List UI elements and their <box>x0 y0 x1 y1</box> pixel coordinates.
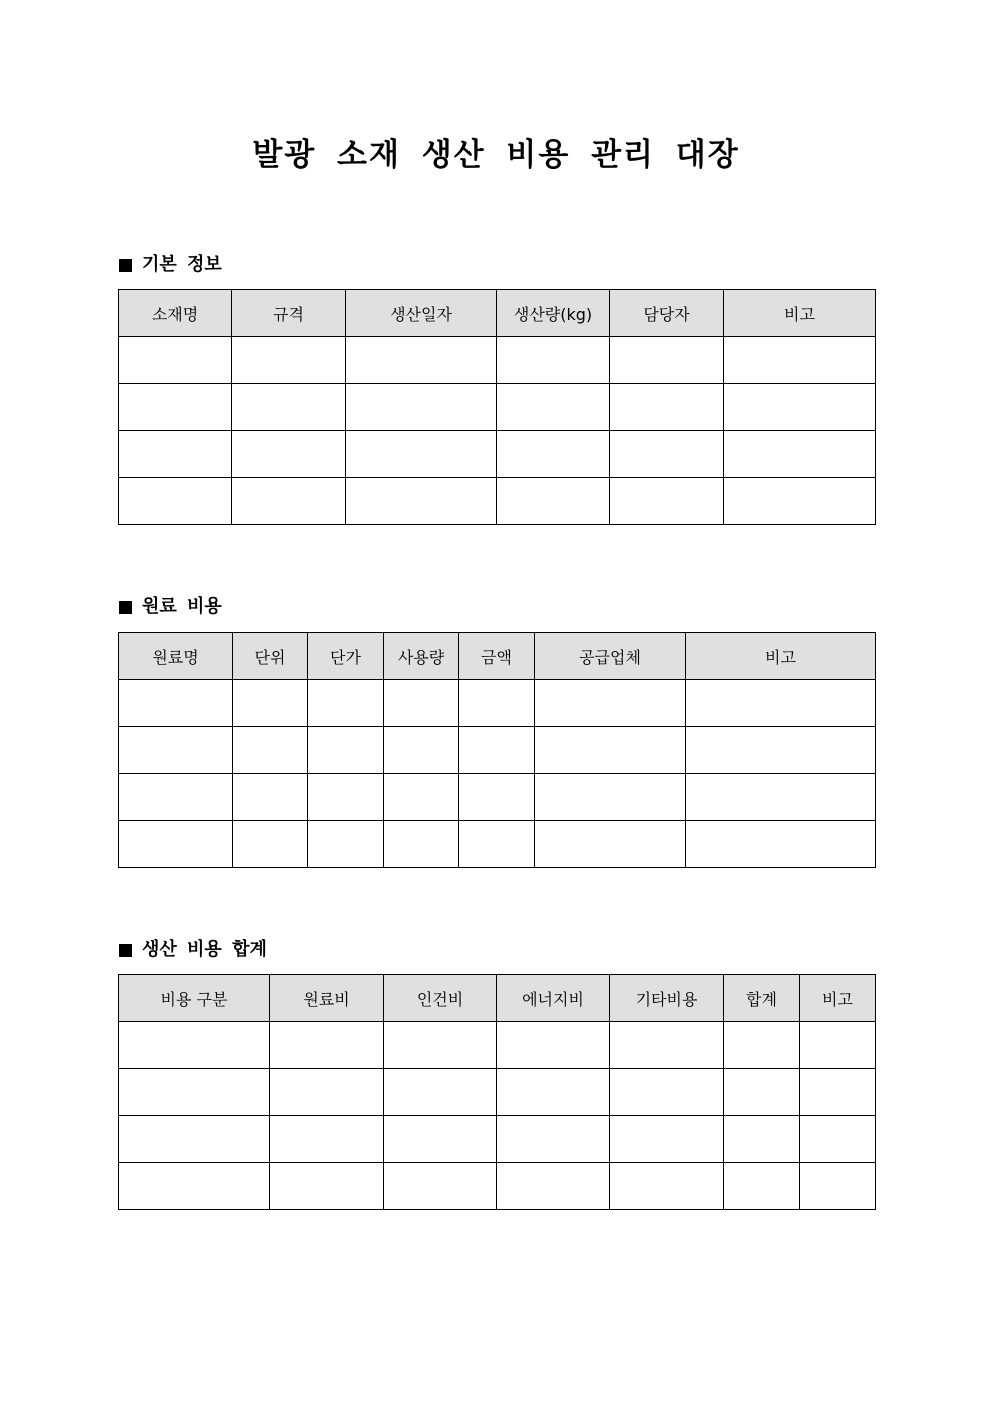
table-cell[interactable] <box>459 680 535 727</box>
table-cell[interactable] <box>610 1022 724 1069</box>
column-header: 기타비용 <box>610 975 724 1022</box>
table-header-row <box>119 633 876 680</box>
table-cell[interactable] <box>384 774 459 821</box>
column-header: 생산량(kg) <box>497 290 610 337</box>
table-cell[interactable] <box>384 1163 497 1210</box>
table-row <box>119 478 876 525</box>
table-cell[interactable] <box>233 680 308 727</box>
table-cell[interactable] <box>119 1069 270 1116</box>
square-bullet-icon <box>119 944 132 957</box>
table-row <box>119 431 876 478</box>
column-header: 담당자 <box>610 290 724 337</box>
table-cell[interactable] <box>724 1116 800 1163</box>
section-heading-label: 기본 정보 <box>142 254 222 275</box>
table-cell[interactable] <box>610 1116 724 1163</box>
square-bullet-icon <box>119 601 132 614</box>
table-cell[interactable] <box>232 337 346 384</box>
table-cell[interactable] <box>119 727 233 774</box>
table-cell[interactable] <box>384 1116 497 1163</box>
table-row <box>119 1163 876 1210</box>
table-cell[interactable] <box>610 431 724 478</box>
table-cell[interactable] <box>800 1022 876 1069</box>
table-cell[interactable] <box>724 431 876 478</box>
table-cell[interactable] <box>384 1069 497 1116</box>
table-row <box>119 680 876 727</box>
table-row <box>119 1022 876 1069</box>
table-row <box>119 1116 876 1163</box>
table-cell[interactable] <box>119 1163 270 1210</box>
table-cell[interactable] <box>119 337 232 384</box>
table-cell[interactable] <box>232 431 346 478</box>
column-header: 금액 <box>459 633 535 680</box>
table-cell[interactable] <box>119 774 233 821</box>
table-cell[interactable] <box>800 1069 876 1116</box>
table-header-row <box>119 975 876 1022</box>
table-cell[interactable] <box>119 680 233 727</box>
column-header: 공급업체 <box>535 633 686 680</box>
table-cell[interactable] <box>308 774 384 821</box>
column-header: 규격 <box>232 290 346 337</box>
table-row <box>119 821 876 868</box>
table-cell[interactable] <box>119 431 232 478</box>
table-cell[interactable] <box>119 1116 270 1163</box>
table-row <box>119 1069 876 1116</box>
column-header: 사용량 <box>384 633 459 680</box>
table-cell[interactable] <box>233 774 308 821</box>
table-cell[interactable] <box>308 680 384 727</box>
table-cell[interactable] <box>346 478 497 525</box>
table-cell[interactable] <box>610 1069 724 1116</box>
table-cell[interactable] <box>232 478 346 525</box>
column-header: 원료비 <box>270 975 384 1022</box>
column-header: 비용 구분 <box>119 975 270 1022</box>
table-cell[interactable] <box>308 727 384 774</box>
table-cell[interactable] <box>686 727 876 774</box>
table-cell[interactable] <box>233 727 308 774</box>
table-cell[interactable] <box>686 821 876 868</box>
table-row <box>119 337 876 384</box>
table-cell[interactable] <box>497 1022 610 1069</box>
table-cell[interactable] <box>119 821 233 868</box>
table-row <box>119 384 876 431</box>
table-cell[interactable] <box>686 774 876 821</box>
column-header: 에너지비 <box>497 975 610 1022</box>
table-cell[interactable] <box>384 680 459 727</box>
table-cell[interactable] <box>270 1116 384 1163</box>
table-cell[interactable] <box>535 774 686 821</box>
table-cell[interactable] <box>610 384 724 431</box>
table-cell[interactable] <box>346 431 497 478</box>
table-cell[interactable] <box>800 1116 876 1163</box>
table-cell[interactable] <box>119 478 232 525</box>
table-cell[interactable] <box>610 337 724 384</box>
table-cell[interactable] <box>270 1163 384 1210</box>
table-cell[interactable] <box>610 478 724 525</box>
table-cell[interactable] <box>497 337 610 384</box>
table-cell[interactable] <box>384 727 459 774</box>
square-bullet-icon <box>119 259 132 272</box>
table-cell[interactable] <box>232 384 346 431</box>
column-header: 비고 <box>686 633 876 680</box>
table-cell[interactable] <box>459 821 535 868</box>
table-cell[interactable] <box>233 821 308 868</box>
section-heading-label: 생산 비용 합계 <box>142 939 267 960</box>
column-header: 비고 <box>724 290 876 337</box>
column-header: 합계 <box>724 975 800 1022</box>
document-title: 발광 소재 생산 비용 관리 대장 <box>252 137 740 173</box>
column-header: 인건비 <box>384 975 497 1022</box>
table-cell[interactable] <box>610 1163 724 1210</box>
section-heading-label: 원료 비용 <box>142 596 222 617</box>
section-heading-basic-info <box>119 253 222 277</box>
table-cell[interactable] <box>724 478 876 525</box>
table-header-row <box>119 290 876 337</box>
column-header: 단가 <box>308 633 384 680</box>
table-cell[interactable] <box>724 1022 800 1069</box>
table-cell[interactable] <box>497 1069 610 1116</box>
material-cost-table <box>118 632 876 868</box>
table-row <box>119 774 876 821</box>
table-cell[interactable] <box>535 821 686 868</box>
table-cell[interactable] <box>119 1022 270 1069</box>
table-cell[interactable] <box>459 774 535 821</box>
table-cell[interactable] <box>119 384 232 431</box>
table-row <box>119 727 876 774</box>
section-heading-material-cost <box>119 595 222 619</box>
table-cell[interactable] <box>270 1069 384 1116</box>
column-header: 소재명 <box>119 290 232 337</box>
table-cell[interactable] <box>686 680 876 727</box>
table-cell[interactable] <box>724 1163 800 1210</box>
table-cell[interactable] <box>346 337 497 384</box>
basic-info-table <box>118 289 876 525</box>
table-cell[interactable] <box>535 680 686 727</box>
table-cell[interactable] <box>384 1022 497 1069</box>
table-cell[interactable] <box>270 1022 384 1069</box>
table-cell[interactable] <box>535 727 686 774</box>
table-cell[interactable] <box>384 821 459 868</box>
table-cell[interactable] <box>346 384 497 431</box>
table-cell[interactable] <box>459 727 535 774</box>
column-header: 단위 <box>233 633 308 680</box>
column-header: 생산일자 <box>346 290 497 337</box>
table-cell[interactable] <box>800 1163 876 1210</box>
column-header: 원료명 <box>119 633 233 680</box>
section-heading-cost-total <box>119 938 267 962</box>
cost-total-table <box>118 974 876 1210</box>
table-cell[interactable] <box>308 821 384 868</box>
table-cell[interactable] <box>724 1069 800 1116</box>
column-header: 비고 <box>800 975 876 1022</box>
table-cell[interactable] <box>497 478 610 525</box>
table-cell[interactable] <box>497 1116 610 1163</box>
table-cell[interactable] <box>497 431 610 478</box>
table-cell[interactable] <box>724 384 876 431</box>
table-cell[interactable] <box>497 1163 610 1210</box>
table-cell[interactable] <box>724 337 876 384</box>
table-cell[interactable] <box>497 384 610 431</box>
